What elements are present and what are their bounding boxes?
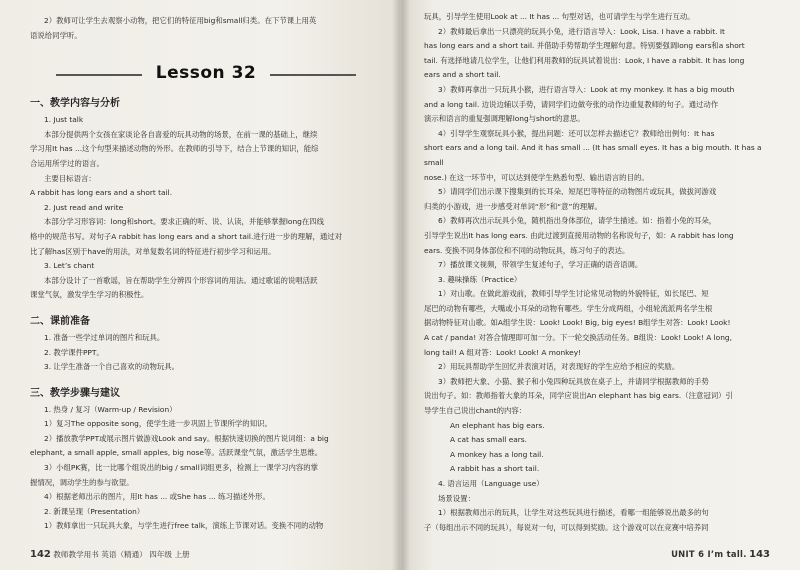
left-footer [30,549,190,560]
body-text-line: 引导学生说出It has long ears. 由此过渡到直接用动物的名称说句子，如：A rabbit has long [424,230,734,240]
body-text-line: 2）教师最后拿出一只漂亮的玩具小兔，进行语言导入：Look, Lisa. I have a rabbit. It [438,26,725,36]
body-text-line: long tail! A 组对答：Look! Look! A monkey! [424,347,582,357]
body-text-line: 玩具，引导学生使用Look at ... It has ... 句型对话，也可请学生与学生进行互动。 [424,12,695,21]
body-text-line: 格中的规范书写。对句子A rabbit has long ears and a short tail.进行进一步的理解，通过对 [30,231,343,241]
step-item: 2）播放教学PPT或展示图片做游戏Look and say。根据快速切换的图片说词组：a big [44,433,329,443]
body-text-line: 比了解has区别于have的用法，对单复数名词的特征进行初步学习和运用。 [30,246,276,256]
body-text-line: 本部分学习形容词：long和short。要求正确的听、说、认读，并能够掌握long在四线 [44,217,325,227]
page-number: 142 [30,549,51,560]
step-item: elephant, a small apple, small apples, big nose等。活跃课堂气氛，激活学生思维。 [30,448,323,458]
step-item: 1）教师拿出一只玩具大象，与学生进行free talk，演练上节课对话。变换不同的动物 [44,521,324,531]
body-text-line: 5）请同学们出示课下搜集到的长耳朵、短尾巴等特征的动物图片或玩具，做拔河游戏 [438,187,717,197]
body-text-line: 尾巴的动物有哪些，大嘴或小耳朵的动物有哪些。学生分成两组，小组轮流派两名学生根 [424,303,713,313]
intro-text-line: 2）教师可让学生去观察小动物，把它们的特征用big和small归类。在下节课上用英 [44,16,317,25]
body-text-line: 3）教师再拿出一只玩具小猴，进行语言导入：Look at my monkey. It has a big mouth [438,84,735,94]
subheading-just-talk: 1. Just talk [44,115,84,125]
body-text-line: 7）播放课文视频，带领学生复述句子，学习正确的语音语调。 [438,260,643,270]
body-text-line: ears. 变换不同身体部位和不同的动物玩具，练习句子的表达。 [424,245,630,255]
body-text-line: nose.) 在这一环节中，可以达到使学生熟悉句型、输出语言的目的。 [424,172,649,182]
body-text-line: has long ears and a short tail. 并借助手势帮助学生理解句意。特别要强调long ears和a short [424,41,745,51]
body-text-line: 2）用玩具帮助学生回忆并表演对话，对表现好的学生应给予相应的奖励。 [438,362,680,372]
step-item: 1）复习The opposite song，使学生进一步巩固上节课所学的知识。 [44,419,272,429]
body-text-line: tail. 有选择地请几位学生，让他们利用教师的玩具试着说出：Look, I have a rabbit. It has long [424,55,745,65]
body-text-line: 说出句子。如：教师指着大象的耳朵，同学应说出An elephant has big ears.（注意冠词）引 [424,391,733,401]
section-heading-preparation: 二、课前准备 [30,315,90,327]
lesson-title: Lesson 32 [155,63,257,84]
goal-label: 主要目标语言： [44,173,96,183]
body-text-line: and a long tail. 边说边辅以手势，请同学们边做夸张的动作边重复教师的句子。通过动作 [424,99,719,109]
step-heading: 1. 热身 / 复习（Warm-up / Revision） [44,404,177,414]
prep-item: 1. 准备一些学过单词的图片和玩具。 [44,332,165,342]
chant-line: A cat has small ears. [450,435,528,445]
body-text-line: 学习用It has ...这个句型来描述动物的外形。在教师的引导下，结合上节课的知识，能综 [30,144,319,154]
body-text-line: 4）引导学生观察玩具小猴，提出问题：还可以怎样去描述它？教师给出例句：It has [438,128,715,138]
intro-text-line: 语说给同学听。 [30,30,82,40]
subheading-chant: 3. Let’s chant [44,261,95,271]
prep-item: 2. 教学课件PPT。 [44,347,104,357]
body-text-line: 本部分设计了一首歌谣，旨在帮助学生分辨四个形容词的用法。通过歌谣的说唱活跃 [44,275,318,285]
step-item: 握情况，调动学生的参与欲望。 [30,477,134,487]
heading-rule-right [270,74,356,76]
footer-unit-title: UNIT 6 I’m tall. [671,549,747,559]
page-number: 143 [749,549,770,560]
body-text-line: 1）根据教师出示的玩具，让学生对这些玩具进行描述，看哪一组能够说出最多的句 [438,508,709,518]
right-footer [671,549,770,560]
body-text-line: 演示和语言的重复强调理解long与short的意思。 [424,114,585,124]
body-text-line: 归类的小游戏，进一步感受对单词“形”和“意”的理解。 [424,201,602,211]
body-text-line: 据动物特征对山歌。如A组学生说：Look! Look! Big, big eyes! B组学生对答：Look! Look! [424,318,731,328]
body-text-line: 课堂气氛，激发学生学习的积极性。 [30,290,149,300]
body-text-line: 本部分提供两个女孩在家谈论各自喜爱的玩具动物的场景，在前一课的基础上，继续 [44,129,318,139]
body-text-line: 子（每组出示不同的玩具），每说对一句，可以得到奖励。这个游戏可以在竞赛中培养同 [424,522,709,532]
chant-line: A rabbit has a short tail. [450,464,540,474]
body-text-line: short ears and a long tail. And it has small ... (It has small eyes. It has a big mouth. It has a small [424,143,762,167]
step-item: 3）小组PK赛，比一比哪个组说出的big / small词组更多，检测上一课学习内容的掌 [44,463,319,473]
body-text-line: A cat / panda! 对答合情理即可加一分。下一轮交换活动任务。B组说：Look! Look! A long, [424,333,732,343]
body-text-line: 6）教师再次出示玩具小兔，随机指出身体部位，请学生描述。如：指着小兔的耳朵， [438,216,717,226]
body-text-line: 导学生自己说出chant的内容： [424,406,527,416]
body-text-line: 1）对山歌。在做此游戏前，教师引导学生讨论常见动物的外貌特征，如长尾巴、短 [438,289,709,299]
body-text-line: 合运用所学过的语言。 [30,158,104,168]
body-text-line: ears and a short tail. [424,70,501,80]
body-text-line: 3）教师把大象、小猫、猴子和小兔四种玩具放在桌子上，并请同学根据教师的手势 [438,376,709,386]
step-heading: 4. 语言运用（Language use） [438,479,544,488]
book-gutter-shadow [392,0,410,570]
footer-book-title: 教师教学用书 英语（精通） 四年级 上册 [53,550,190,559]
step-item: 4）根据老师出示的图片，用It has ... 或She has ... 练习描述外形。 [44,492,270,502]
step-heading: 2. 新课呈现（Presentation） [44,506,145,516]
body-text-line: 场景设置： [438,493,475,503]
heading-rule-left [56,74,142,76]
prep-item: 3. 让学生准备一个自己喜欢的动物玩具。 [44,362,180,372]
section-heading-steps: 三、教学步骤与建议 [30,387,120,399]
right-page [402,0,800,570]
step-heading: 3. 趣味操练（Practice） [438,274,522,284]
goal-sentence: A rabbit has long ears and a short tail. [30,188,173,198]
chant-line: A monkey has a long tail. [450,449,544,459]
lesson-heading [30,63,382,85]
chant-line: An elephant has big ears. [450,420,545,430]
subheading-read-write: 2. Just read and write [44,202,124,212]
section-heading-content-analysis: 一、教学内容与分析 [30,98,120,110]
